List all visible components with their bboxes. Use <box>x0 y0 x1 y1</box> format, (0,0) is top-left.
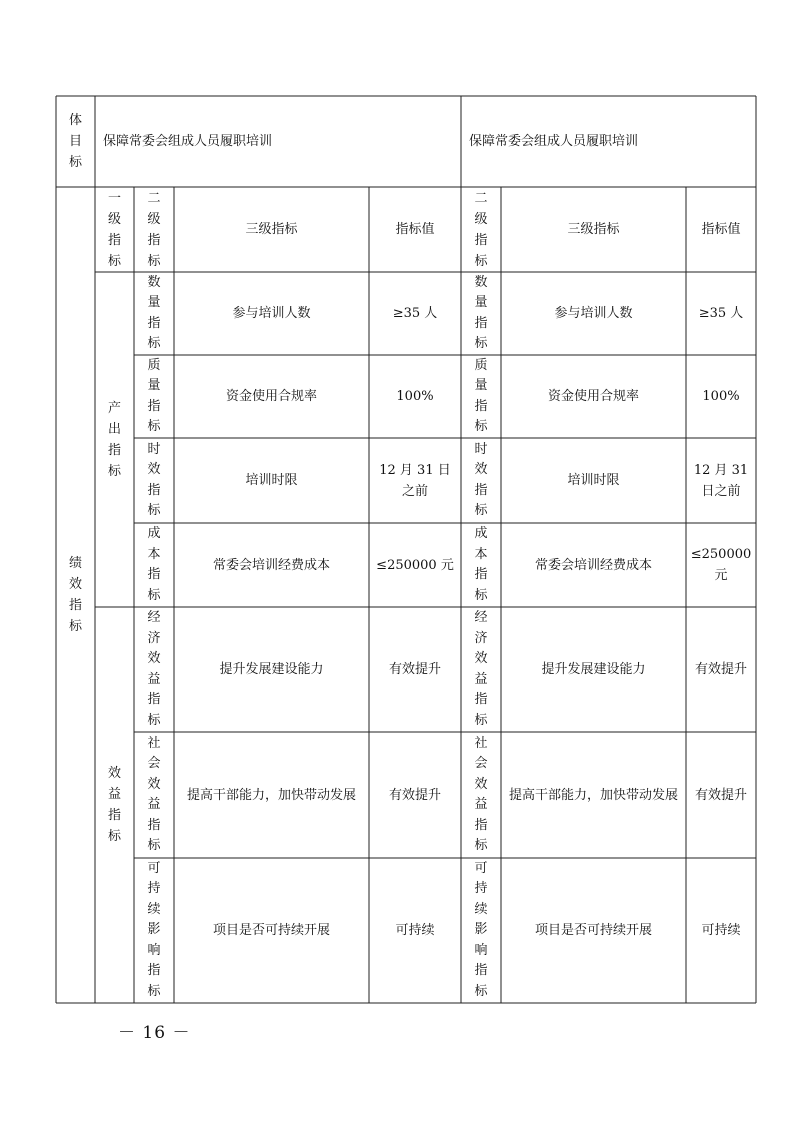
target-right-cell <box>461 96 756 187</box>
row-l3-left: 提升发展建设能力 <box>219 662 324 677</box>
header-value-right: 指标值 <box>701 222 741 237</box>
header-level2-right: 二级指标 <box>474 190 488 269</box>
row-l3-right: 提高干部能力，加快带动发展 <box>508 787 678 803</box>
row-value-right: 可持续 <box>701 923 741 938</box>
row-l3-left: 资金使用合规率 <box>225 389 317 404</box>
header-level2-left: 二级指标 <box>147 190 161 269</box>
group-output: 产出指标 <box>108 400 122 479</box>
row-value-left: 12 月 31 日之前 <box>379 462 451 499</box>
row-l2-right: 经济效益指标 <box>474 610 488 728</box>
header-value-left: 指标值 <box>395 222 435 237</box>
perf-label-cell <box>56 187 95 1003</box>
row-l3-left: 提高干部能力，加快带动发展 <box>186 787 356 803</box>
row-value-right: 有效提升 <box>694 662 747 677</box>
row-l3-left: 参与培训人数 <box>232 306 311 321</box>
header-level3-right: 三级指标 <box>567 222 620 237</box>
row-l2-right: 数量指标 <box>474 274 488 351</box>
row-value-left: 有效提升 <box>388 787 441 803</box>
row-l2-right: 时效指标 <box>474 441 488 518</box>
row-l3-right: 培训时限 <box>567 473 620 488</box>
target-right-text: 保障常委会组成人员履职培训 <box>469 134 639 149</box>
row-l2-left: 可持续影响指标 <box>147 860 161 999</box>
row-value-right: ≥35 人 <box>698 306 744 321</box>
header-level3-left: 三级指标 <box>245 222 298 237</box>
row-value-right: ≤250000 元 <box>690 547 752 583</box>
header-level1: 一级指标 <box>108 190 122 269</box>
row-l2-right: 成本指标 <box>474 526 488 603</box>
row-value-right: 100% <box>702 389 740 404</box>
target-label-cell <box>56 96 95 187</box>
group-benefit: 效益指标 <box>108 766 122 844</box>
row-value-right: 有效提升 <box>694 787 747 803</box>
target-left-text: 保障常委会组成人员履职培训 <box>103 134 273 149</box>
row-l3-right: 参与培训人数 <box>554 306 633 321</box>
row-l2-right: 社会效益指标 <box>474 735 488 853</box>
target-left-cell <box>95 96 461 187</box>
row-l2-left: 质量指标 <box>147 357 161 434</box>
row-l2-left: 社会效益指标 <box>147 735 161 853</box>
row-l3-right: 资金使用合规率 <box>547 389 639 404</box>
target-label: 体目标 <box>69 113 83 170</box>
row-value-left: ≤250000 元 <box>376 557 454 573</box>
row-value-left: 100% <box>396 389 434 404</box>
row-l3-left: 培训时限 <box>245 473 298 488</box>
row-value-left: ≥35 人 <box>392 306 438 321</box>
perf-label: 绩效指标 <box>69 556 83 634</box>
row-l3-right: 常委会培训经费成本 <box>534 557 652 573</box>
page-number: － 16 － <box>118 1023 191 1043</box>
row-l3-right: 提升发展建设能力 <box>541 662 646 677</box>
row-l2-left: 数量指标 <box>147 274 161 351</box>
row-l2-left: 成本指标 <box>147 526 161 603</box>
row-l3-left: 常委会培训经费成本 <box>212 557 330 573</box>
row-value-left: 可持续 <box>395 923 435 938</box>
row-l3-right: 项目是否可持续开展 <box>534 923 652 938</box>
row-value-left: 有效提升 <box>388 662 441 677</box>
row-l3-left: 项目是否可持续开展 <box>212 923 330 938</box>
row-value-right: 12 月 31 日之前 <box>693 462 749 499</box>
row-l2-right: 质量指标 <box>474 357 488 434</box>
row-l2-left: 时效指标 <box>147 441 161 518</box>
row-l2-right: 可持续影响指标 <box>474 860 488 999</box>
row-l2-left: 经济效益指标 <box>147 610 161 728</box>
